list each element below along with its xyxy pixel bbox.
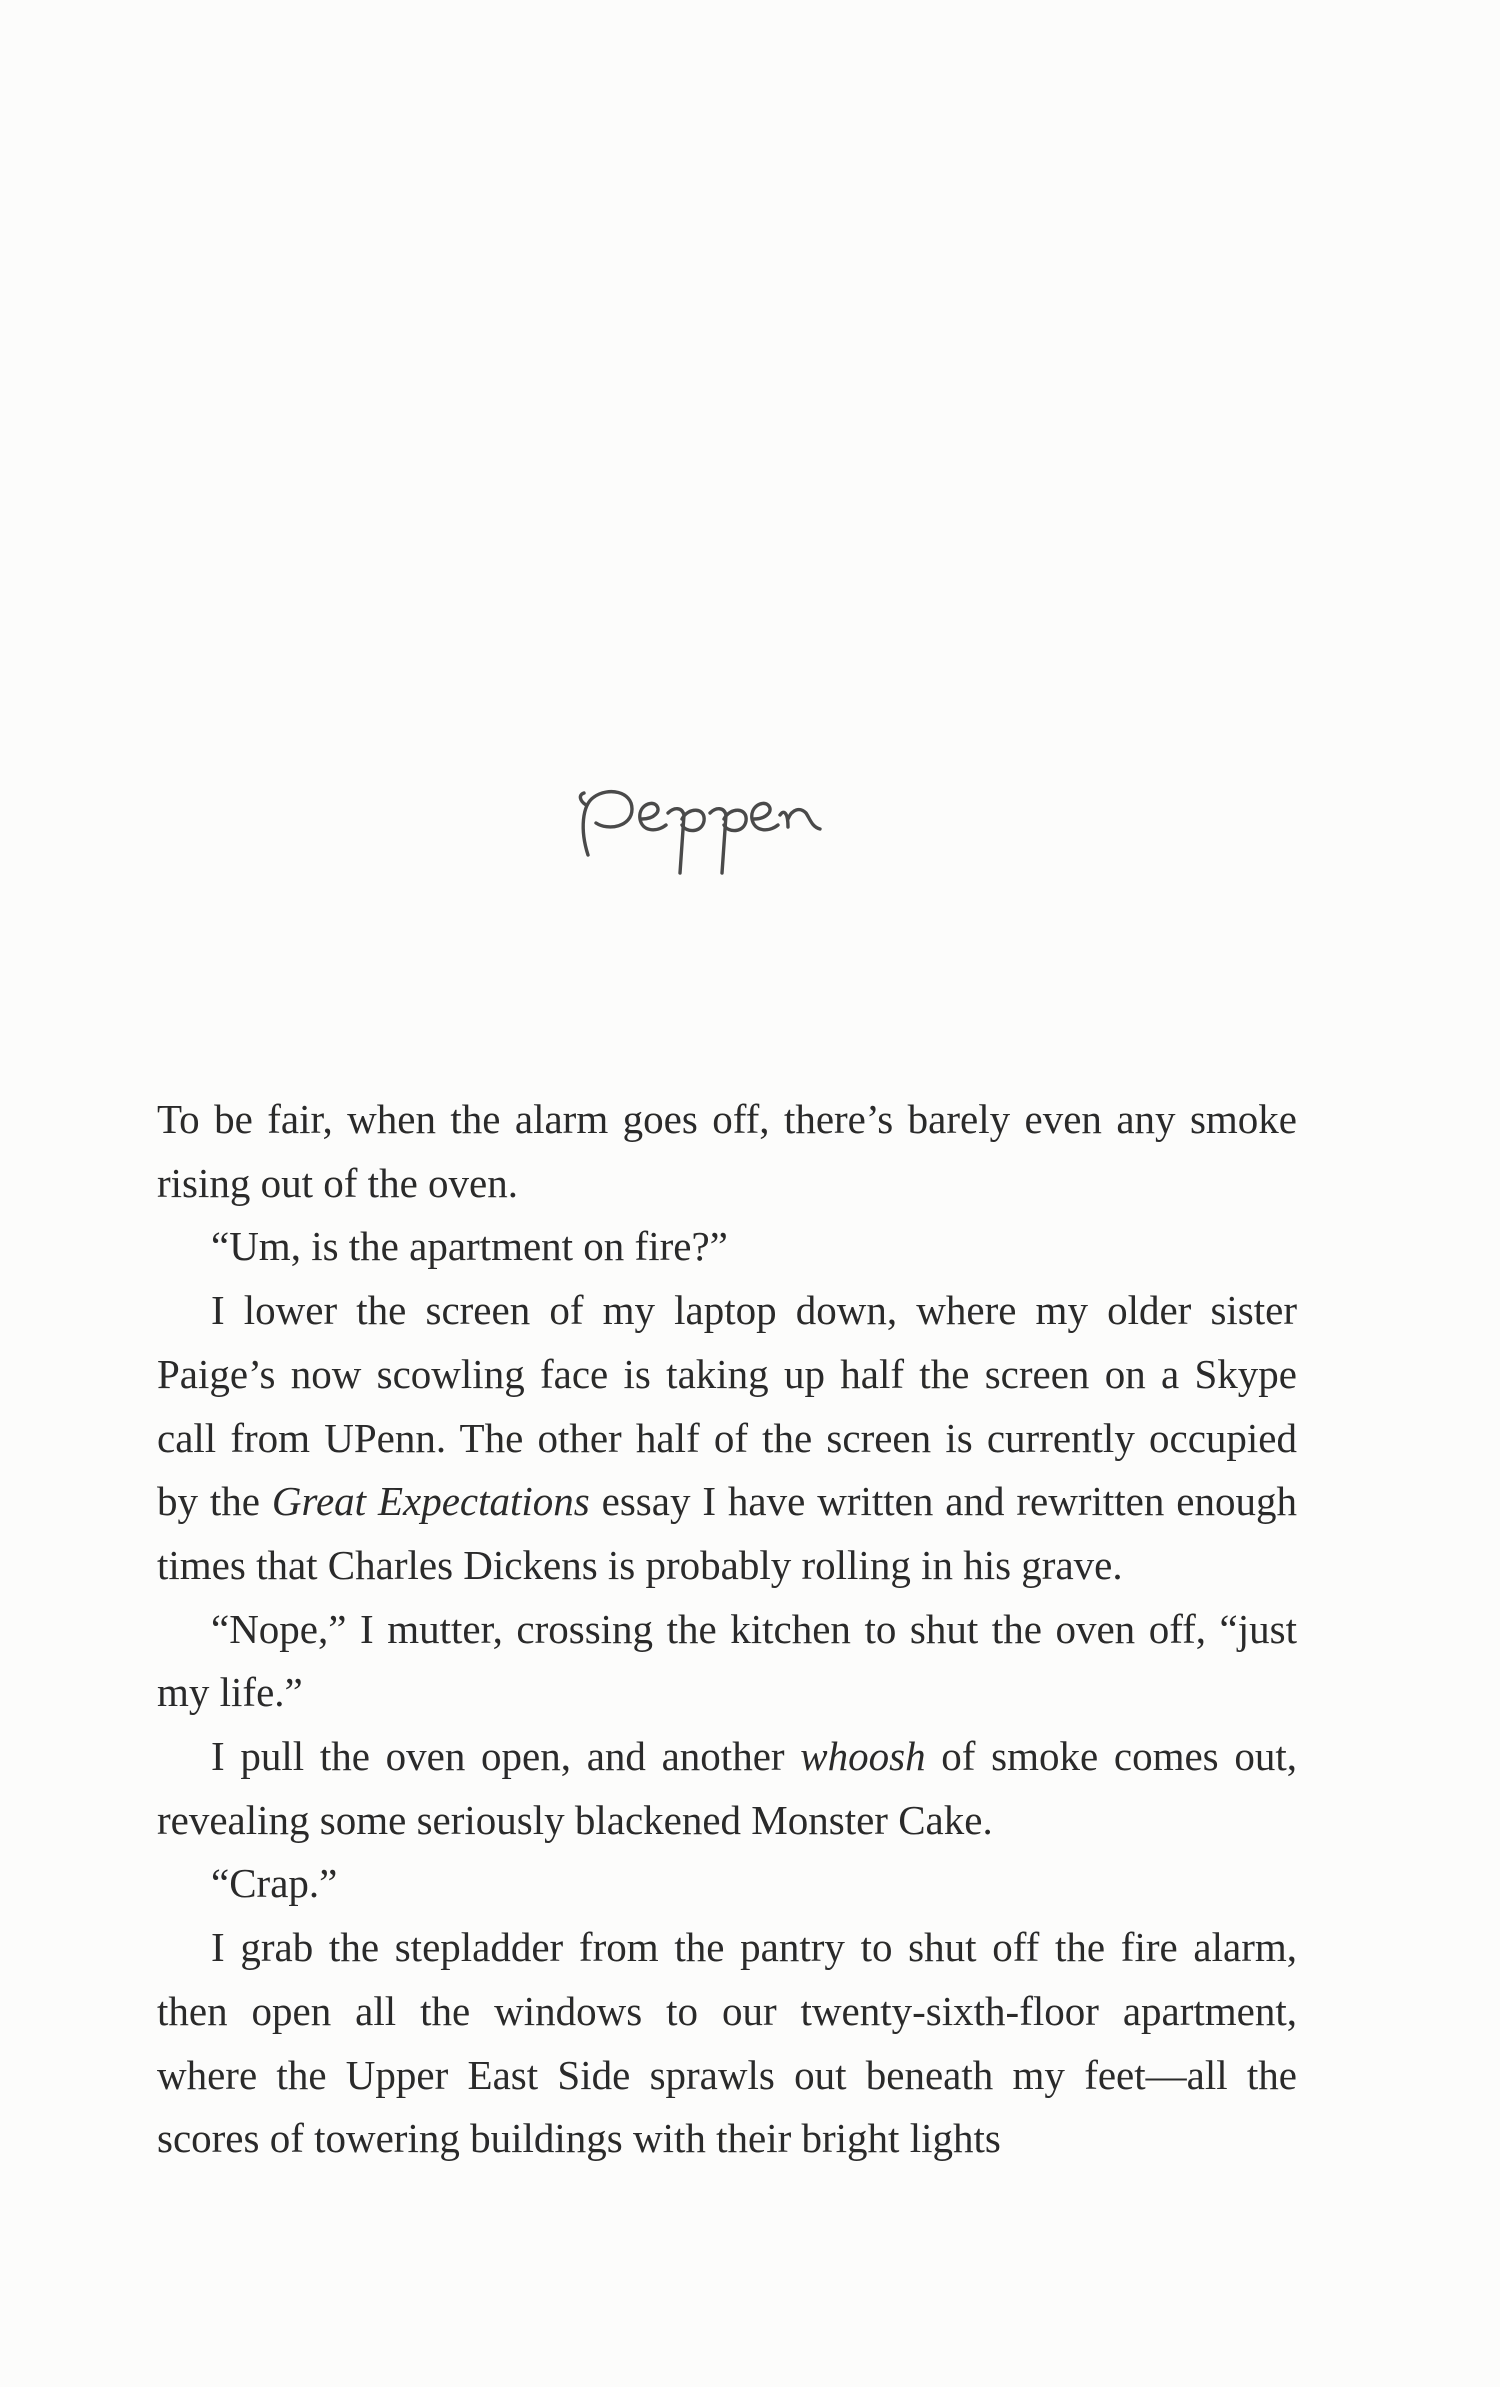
paragraph-text: I lower the screen of my laptop down, where my older sister Paige’s now scowling face is taking up half the screen on a Skype call from UPenn. The other half of the screen is currently occupied by the: [157, 1287, 1297, 1525]
paragraph-text: of smoke comes out, revealing some seriously blackened Monster Cake.: [157, 1733, 1297, 1843]
body-paragraph: [157, 1279, 1297, 1598]
chapter-title: [0, 735, 1500, 885]
italic-text: whoosh: [800, 1733, 926, 1780]
paragraph-text: “Crap.”: [211, 1860, 338, 1907]
body-paragraph: [157, 1852, 1297, 1916]
paragraph-text: “Nope,” I mutter, crossing the kitchen to shut the oven off, “just my life.”: [157, 1605, 1297, 1716]
body-paragraph: [157, 1215, 1297, 1279]
chapter-title-script: [550, 735, 950, 885]
paragraph-text: I pull the oven open, and another: [211, 1733, 801, 1780]
paragraph-text: essay I have written and rewritten enough times that Charles Dickens is probably rolling in his grave.: [157, 1478, 1297, 1588]
body-paragraph: [157, 1088, 1297, 1215]
italic-text: Great Expectations: [271, 1478, 590, 1525]
body-paragraph: [157, 1598, 1297, 1725]
chapter-body-text: [157, 1088, 1297, 2171]
body-paragraph: [157, 1916, 1297, 2171]
paragraph-text: “Um, is the apartment on fire?”: [211, 1223, 728, 1270]
body-paragraph: [157, 1725, 1297, 1852]
paragraph-text: I grab the stepladder from the pantry to shut off the fire alarm, then open all the windows to our twenty-sixth-floor apartment, where the Upper East Side sprawls out beneath my feet—all the scores of towering buildings with their bright lights: [157, 1924, 1297, 2162]
paragraph-text: To be fair, when the alarm goes off, there’s barely even any smoke rising out of the oven.: [157, 1096, 1297, 1206]
